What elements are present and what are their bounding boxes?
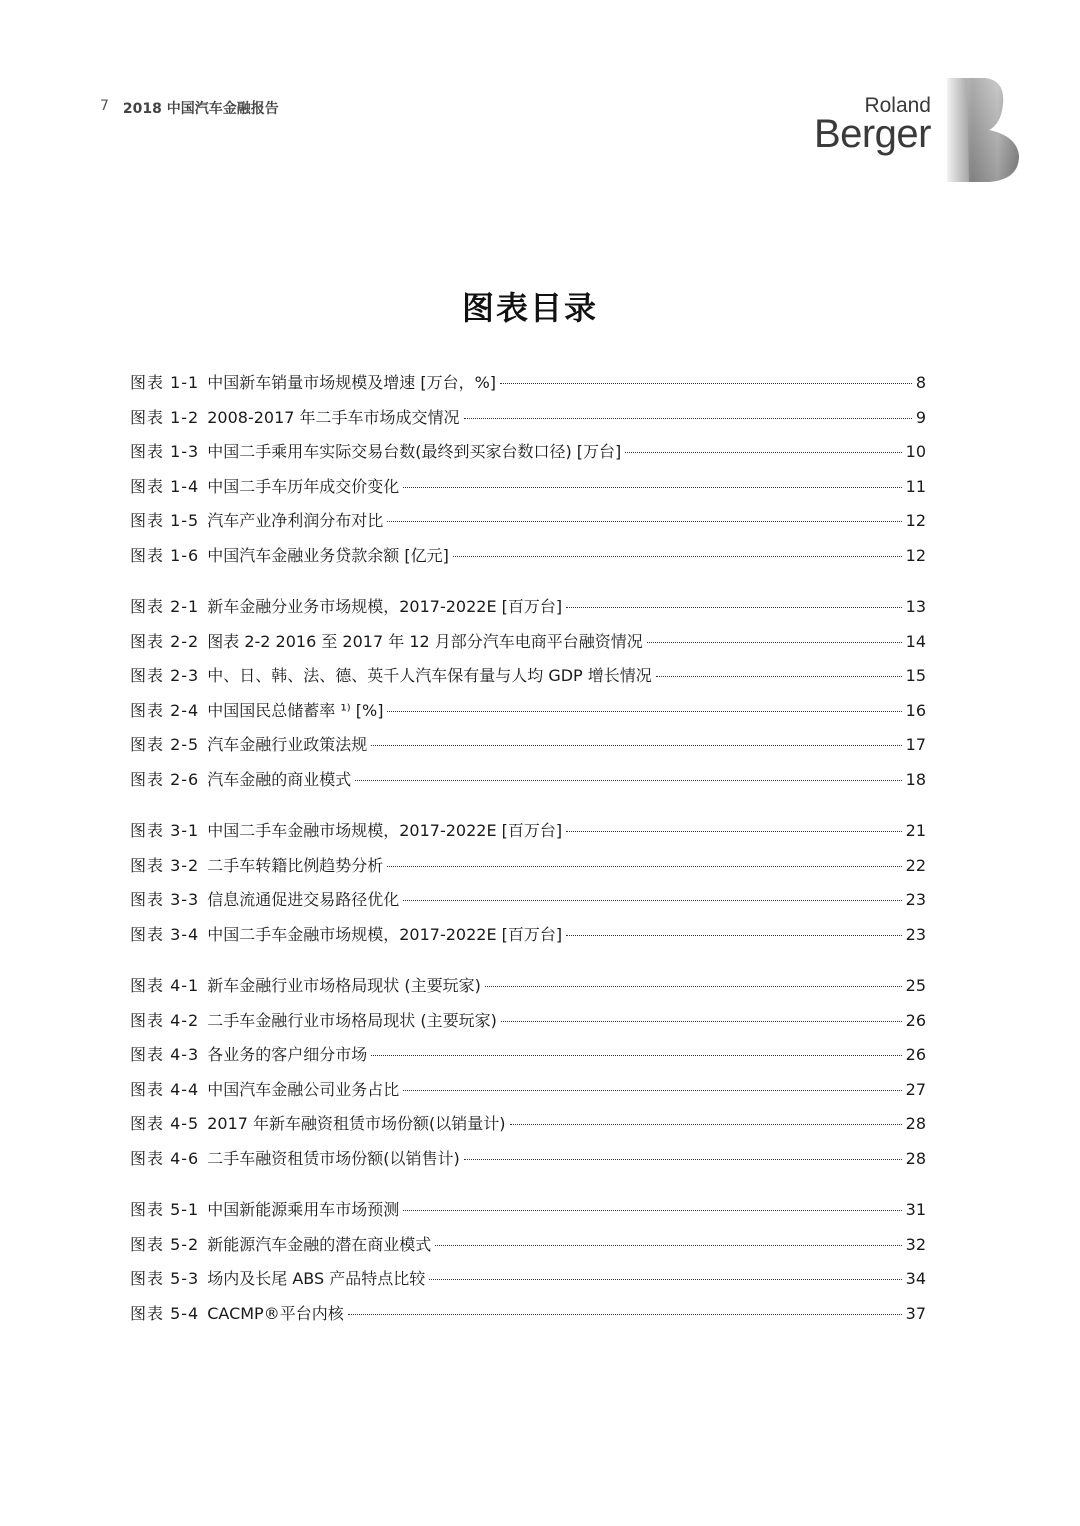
toc-entry[interactable] — [130, 1266, 926, 1301]
dot-leader — [355, 780, 901, 781]
figure-title: 二手车金融行业市场格局现状 (主要玩家) — [207, 1010, 497, 1030]
figure-number: 图表 5-4 — [130, 1303, 200, 1323]
dot-leader — [464, 1159, 902, 1160]
toc-entry-label — [130, 405, 460, 428]
dot-leader — [387, 866, 901, 867]
page-number-ref: 26 — [905, 1045, 926, 1064]
figure-number: 图表 4-1 — [130, 976, 200, 995]
figure-number: 图表 2-5 — [130, 735, 200, 754]
figure-number: 图表 1-6 — [130, 545, 200, 565]
dot-leader — [566, 607, 902, 608]
dot-leader — [566, 935, 902, 936]
dot-leader — [625, 452, 901, 453]
figure-title: 二手车转籍比例趋势分析 — [207, 855, 384, 875]
figure-title: 信息流通促进交易路径优化 — [207, 890, 400, 909]
figure-title: 各业务的客户细分市场 — [207, 1045, 368, 1064]
toc-entry-label — [130, 663, 652, 686]
figure-number: 图表 2-3 — [130, 666, 200, 685]
dot-leader — [371, 1055, 901, 1056]
toc-entry[interactable] — [130, 1301, 926, 1336]
page-number-ref: 37 — [905, 1303, 926, 1323]
page-number-ref: 23 — [905, 890, 926, 909]
figure-number: 图表 4-5 — [130, 1114, 200, 1133]
toc-entry-label — [130, 818, 562, 841]
toc-group — [130, 594, 926, 801]
dot-leader — [500, 383, 912, 384]
dot-leader — [403, 900, 901, 901]
toc-entry-label — [130, 698, 383, 721]
toc-entry[interactable] — [130, 543, 926, 578]
figure-number: 图表 3-1 — [130, 821, 200, 840]
figure-title: 新能源汽车金融的潜在商业模式 — [207, 1234, 432, 1254]
figure-title: 中国二手车金融市场规模，2017-2022E [百万台] — [207, 924, 563, 944]
logo-text-berger: Berger — [813, 112, 931, 156]
dot-leader — [647, 642, 902, 643]
toc-entry-label — [130, 853, 383, 876]
figure-title: 汽车产业净利润分布对比 — [207, 511, 384, 530]
toc-entry[interactable] — [130, 405, 926, 440]
toc-entry[interactable] — [130, 629, 926, 664]
toc-entry-label — [130, 1301, 344, 1324]
page-number-ref: 10 — [905, 442, 926, 461]
figure-number: 图表 3-4 — [130, 924, 200, 944]
page-number-ref: 27 — [905, 1079, 926, 1099]
figure-number: 图表 3-2 — [130, 855, 200, 875]
figure-title: CACMP®平台内核 — [207, 1303, 344, 1323]
toc-entry-label — [130, 1266, 425, 1289]
figure-number: 图表 1-4 — [130, 476, 200, 496]
toc-entry[interactable] — [130, 1077, 926, 1112]
toc-entry-label — [130, 1008, 497, 1031]
figure-title: 中国汽车金融业务贷款余额 [亿元] — [207, 545, 449, 565]
page-number-ref: 9 — [915, 407, 926, 427]
toc-entry[interactable] — [130, 922, 926, 957]
logo-b-mark-icon — [945, 76, 1025, 184]
toc-entry[interactable] — [130, 439, 926, 474]
dot-leader — [453, 556, 902, 557]
figure-title: 2008-2017 年二手车市场成交情况 — [207, 407, 460, 427]
figure-title: 中国新车销量市场规模及增速 [万台，%] — [207, 373, 497, 392]
toc-group — [130, 818, 926, 956]
page-header — [100, 98, 279, 118]
figure-number: 图表 4-2 — [130, 1010, 200, 1030]
figure-number: 图表 2-4 — [130, 700, 200, 720]
page-number-ref: 22 — [905, 855, 926, 875]
dot-leader — [371, 745, 901, 746]
toc-entry[interactable] — [130, 1008, 926, 1043]
page-number-ref: 34 — [905, 1269, 926, 1288]
figure-title: 汽车金融行业政策法规 — [207, 735, 368, 754]
toc-entry[interactable] — [130, 370, 926, 405]
page-number-ref: 28 — [905, 1114, 926, 1133]
figure-title: 中国二手车历年成交价变化 — [207, 476, 400, 496]
toc-entry-label — [130, 629, 643, 652]
page-number-ref: 8 — [915, 373, 926, 392]
toc-entry[interactable] — [130, 767, 926, 802]
toc-entry[interactable] — [130, 853, 926, 888]
dot-leader — [464, 418, 912, 419]
page-number-ref: 17 — [905, 735, 926, 754]
figure-number: 图表 3-3 — [130, 890, 200, 909]
toc-entry-label — [130, 594, 562, 617]
toc-entry-label — [130, 439, 621, 462]
page-number-ref: 25 — [905, 976, 926, 995]
dot-leader — [656, 676, 902, 677]
logo-text-roland: Roland — [864, 94, 931, 117]
toc-entry-label — [130, 887, 399, 910]
page-number-ref: 32 — [905, 1234, 926, 1254]
figure-number: 图表 2-2 — [130, 631, 200, 651]
figure-number: 图表 1-1 — [130, 373, 200, 392]
dot-leader — [403, 1090, 901, 1091]
figure-title: 二手车融资租赁市场份额(以销售计) — [207, 1148, 460, 1168]
dot-leader — [435, 1245, 901, 1246]
figure-title: 新车金融行业市场格局现状 (主要玩家) — [207, 976, 481, 995]
toc-entry[interactable] — [130, 1232, 926, 1267]
page-number-ref: 15 — [905, 666, 926, 685]
toc-entry[interactable] — [130, 1042, 926, 1077]
table-of-figures — [130, 370, 926, 1352]
figure-number: 图表 5-1 — [130, 1200, 200, 1219]
page-number-ref: 26 — [905, 1010, 926, 1030]
page-number-ref: 28 — [905, 1148, 926, 1168]
toc-entry-label — [130, 1111, 506, 1134]
figure-number: 图表 5-3 — [130, 1269, 200, 1288]
page-number-ref: 18 — [905, 769, 926, 789]
figure-title: 中国新能源乘用车市场预测 — [207, 1200, 400, 1219]
dot-leader — [429, 1279, 901, 1280]
toc-entry-label — [130, 1077, 399, 1100]
dot-leader — [387, 521, 901, 522]
dot-leader — [485, 986, 902, 987]
toc-entry-label — [130, 474, 399, 497]
figure-title: 新车金融分业务市场规模，2017-2022E [百万台] — [207, 597, 563, 616]
toc-entry[interactable] — [130, 887, 926, 922]
toc-entry[interactable] — [130, 698, 926, 733]
toc-entry-label — [130, 543, 449, 566]
page-number-ref: 12 — [905, 545, 926, 565]
figure-number: 图表 2-1 — [130, 597, 200, 616]
toc-entry-label — [130, 1197, 399, 1220]
toc-entry-label — [130, 1146, 460, 1169]
dot-leader — [566, 831, 902, 832]
document-title: 图表目录 — [461, 289, 598, 327]
page-number-ref: 12 — [905, 511, 926, 530]
page-number-ref: 11 — [905, 476, 926, 496]
figure-title: 中国国民总储蓄率 ¹⁾ [%] — [207, 700, 384, 720]
toc-entry[interactable] — [130, 594, 926, 629]
toc-entry-label — [130, 1042, 367, 1065]
figure-number: 图表 1-5 — [130, 511, 200, 530]
dot-leader — [510, 1124, 902, 1125]
page-number-ref: 14 — [905, 631, 926, 651]
figure-title: 中国汽车金融公司业务占比 — [207, 1079, 400, 1099]
figure-number: 图表 4-3 — [130, 1045, 200, 1064]
figure-number: 图表 2-6 — [130, 769, 200, 789]
page-number-ref: 23 — [905, 924, 926, 944]
figure-number: 图表 1-2 — [130, 407, 200, 427]
page-number: 7 — [100, 98, 109, 114]
toc-entry-label — [130, 1232, 431, 1255]
page-number-ref: 13 — [905, 597, 926, 616]
toc-group — [130, 1197, 926, 1335]
toc-entry-label — [130, 508, 383, 531]
toc-entry-label — [130, 732, 367, 755]
toc-group — [130, 973, 926, 1180]
toc-entry[interactable] — [130, 732, 926, 767]
page-number-ref: 21 — [905, 821, 926, 840]
figure-title: 图表 2-2 2016 至 2017 年 12 月部分汽车电商平台融资情况 — [207, 631, 643, 651]
toc-entry[interactable] — [130, 1197, 926, 1232]
toc-entry-label — [130, 370, 496, 393]
figure-title: 中国二手车金融市场规模，2017-2022E [百万台] — [207, 821, 563, 840]
toc-entry[interactable] — [130, 1146, 926, 1181]
dot-leader — [348, 1314, 902, 1315]
toc-entry[interactable] — [130, 973, 926, 1008]
page-number-ref: 16 — [905, 700, 926, 720]
figure-title: 中国二手乘用车实际交易台数(最终到买家台数口径) [万台] — [207, 442, 622, 461]
figure-number: 图表 4-4 — [130, 1079, 200, 1099]
dot-leader — [387, 711, 901, 712]
toc-group — [130, 370, 926, 577]
figure-title: 场内及长尾 ABS 产品特点比较 — [207, 1269, 426, 1288]
toc-entry[interactable] — [130, 508, 926, 543]
figure-number: 图表 1-3 — [130, 442, 200, 461]
dot-leader — [403, 487, 901, 488]
dot-leader — [403, 1210, 901, 1211]
figure-number: 图表 5-2 — [130, 1234, 200, 1254]
figure-title: 中、日、韩、法、德、英千人汽车保有量与人均 GDP 增长情况 — [207, 666, 652, 685]
toc-entry[interactable] — [130, 474, 926, 509]
toc-entry-label — [130, 922, 562, 945]
toc-entry[interactable] — [130, 818, 926, 853]
dot-leader — [501, 1021, 902, 1022]
figure-number: 图表 4-6 — [130, 1148, 200, 1168]
roland-berger-logo — [800, 76, 1025, 184]
toc-entry-label — [130, 767, 351, 790]
figure-title: 汽车金融的商业模式 — [207, 769, 352, 789]
toc-entry-label — [130, 973, 481, 996]
page-number-ref: 31 — [905, 1200, 926, 1219]
figure-title: 2017 年新车融资租赁市场份额(以销量计) — [207, 1114, 506, 1133]
toc-entry[interactable] — [130, 1111, 926, 1146]
report-title: 2018 中国汽车金融报告 — [122, 101, 279, 117]
toc-entry[interactable] — [130, 663, 926, 698]
